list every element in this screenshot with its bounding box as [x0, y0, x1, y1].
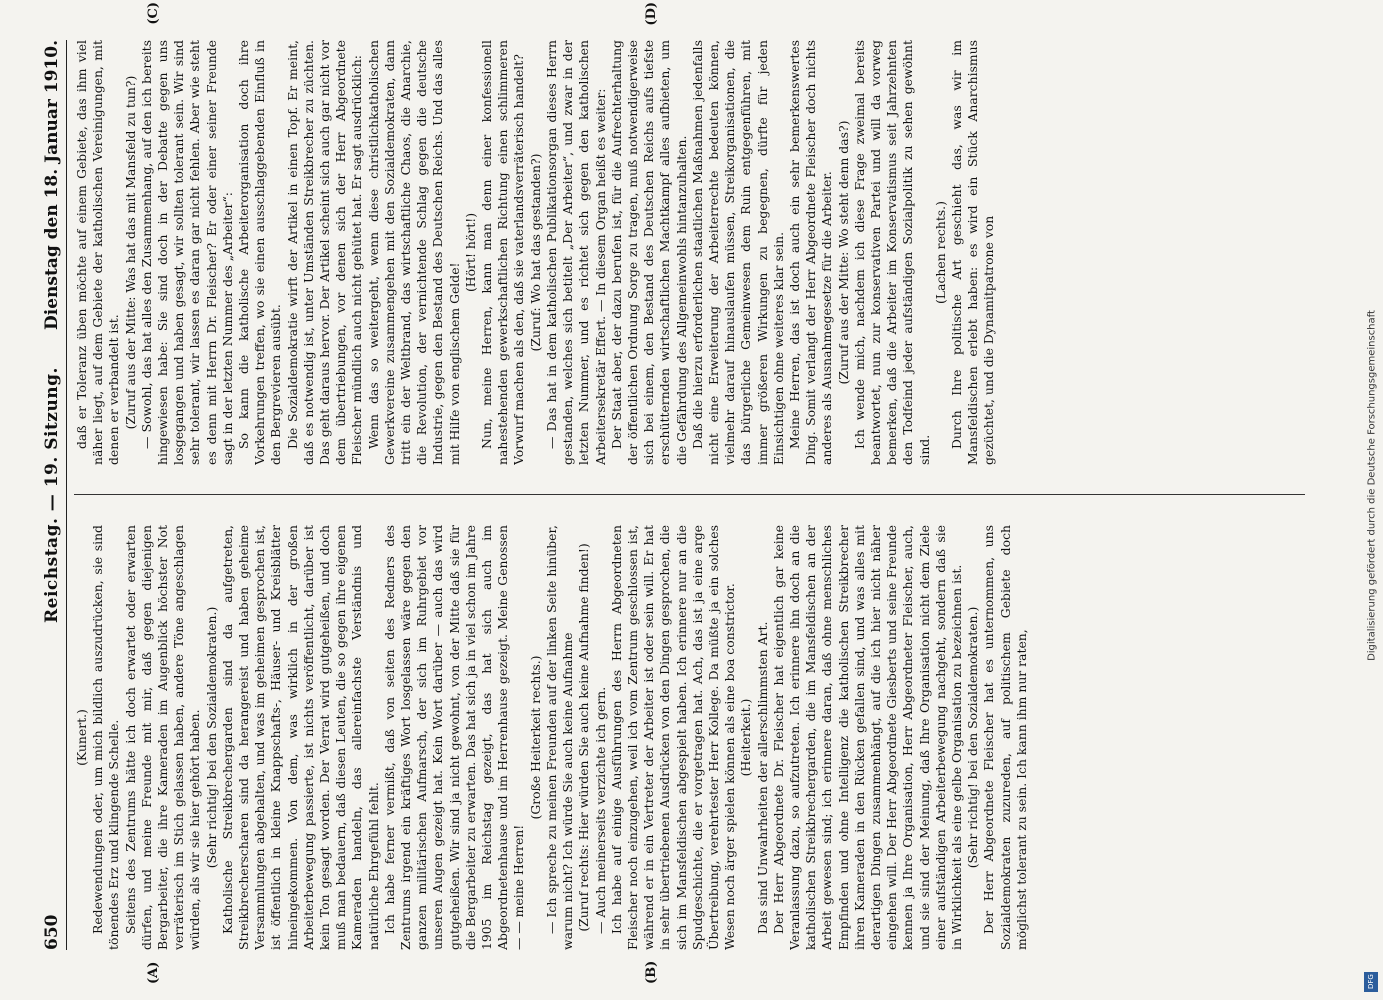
paragraph: — Das hat in dem katholischen Publikationsorgan dieses Herrn gestanden, welches sich betitelt „Der Arbeiter“, und zwar in der letzten Nummer, und es richtet sich gegen den katholischen Arbeitersekretär Effert. — In diesem Organ heißt es weiter: — [543, 40, 608, 465]
session-date: Dienstag den 18. Januar 1910. — [42, 40, 62, 330]
page-number: 650 — [42, 914, 62, 950]
paragraph: Wenn das so weitergeht, wenn diese christlichkatholischen Gewerkvereine zusammengehen mit den Sozialdemokraten, dann tritt ein der Weltbrand, das wirtschaftliche Chaos, die Anarchie, die Revolution, der vernichtende Schlag gegen die deutsche Industrie, gegen den Bestand des Deutschen Reichs. Und das alles mit Hilfe von englischem Gelde! — [365, 40, 462, 465]
paragraph: — Sowohl, das hat alles den Zusammenhang, auf den ich bereits hingewiesen habe: Sie sind doch in der Debatte gegen uns losgegangen und haben gesagt, wir sollten tolerant sein. Wir sind sehr tolerant, wir lassen es daran gar nicht fehlen. Aber wie steht es denn mit Herrn Dr. Fleischer? Er oder einer seiner Freunde sagt in der letzten Nummer des „Arbeiter“: — [138, 40, 235, 465]
paragraph: Die Sozialdemokratie wirft der Artikel in einen Topf. Er meint, daß es notwendig ist, unter Umständen Streikbrecher zu züchten. Das geht daraus hervor. Der Artikel scheint sich auch gar nicht vor dem übertriebungen, vor denen sich der Herr Abgeordnete Fleischer mündlich auch nicht gehütet hat. Er sagt ausdrücklich: — [284, 40, 365, 465]
interjection: (Zuruf aus der Mitte: Wo steht denn das?) — [835, 120, 851, 385]
page-header — [40, 40, 67, 950]
paragraph: Nun, meine Herren, kann man denn einer konfessionell nahestehenden gewerkschaftlichen Richtung einen schlimmeren Vorwurf machen als den, daß sie vaterlandsverräterisch handelt? — [479, 40, 527, 465]
interjection: (Lachen rechts.) — [932, 201, 948, 304]
paragraph: So kann die katholische Arbeiterorganisation doch ihre Vorkehrungen treffen, wo sie einen ausschlaggebenden Einfluß in den Bergrevieren ausübt. — [236, 40, 284, 465]
paragraph: Durch Ihre politische Art geschieht das, was wir im Mansfeldischen erlebt haben: es wird ein Stück Anarchismus gezüchtet, und die Dynamitpatrone von — [948, 40, 997, 465]
right-column — [74, 40, 1305, 465]
paragraph: Der Herr Abgeordnete Fleischer hat es unternommen, uns Sozialdemokraten zuzureden, auf politischem Gebiete doch möglichst tolerant zu sein. Ich kann ihm nur raten, — [981, 525, 1029, 950]
text-columns — [74, 2, 1305, 984]
paragraph: Der Herr Abgeordnete Dr. Fleischer hat eigentlich gar keine Veranlassung dazu, so aufzutreten. Ich erinnere ihn doch an die katholischen Streikbrechergarden, die im Mansfeldischen an der Arbeit gewesen sind; ich erinnere daran, daß ohne menschliches Empfinden und ohne Intelligenz die katholischen Streikbrecher ihren Kameraden in den Rücken gefallen sind, und was alles mit derartigen Dingen zusammenhängt, auf die ich hier nicht näher eingehen will. Der Herr Abgeordnete Giesberts und seine Freunde kennen ja Ihre Organisation, Herr Abgeordneter Fleischer, auch, und sie sind der Meinung, daß Ihre Organisation nicht dem Ziele einer aufständigen Arbeiterbewegung nachgeht, sondern daß sie in Wirklichkeit als eine gelbe Organisation zu bezeichnen ist. — [770, 525, 964, 950]
interjection: (Heiterkeit.) — [738, 698, 754, 777]
interjection: (Sehr richtig! bei den Sozialdemokraten.) — [965, 606, 981, 869]
margin-mark-a: (A) — [146, 961, 161, 984]
paragraph: — Ich spreche zu meinen Freunden auf der linken Seite hinüber, warum nicht? Ich würde Sie auch keine Aufnahme — [543, 525, 576, 950]
margin-mark-d: (D) — [644, 2, 659, 26]
paragraph: Katholische Streikbrechergarden sind da aufgetreten, Streikbrecherscharen sind da herangereist und haben geheime Versammlungen abgehalten, und was im geheimen gesprochen ist, ist öffentlich in kleine Knappschafts-, Häuser- und Kreisblätter hineingekommen. Von dem, was wirklich in der großen Arbeiterbewegung passierte, ist nichts veröffentlicht, darüber ist kein Ton gesagt worden. Der Verrat wird gutgeheißen, und doch muß man bedauern, daß diesen Leuten, die so gegen ihre eigenen Kameraden handeln, das allereinfachste Verständnis und natürliche Ehrgefühl fehlt. — [219, 525, 381, 950]
paragraph: Ich habe auf einige Ausführungen des Herrn Abgeordneten Fleischer noch einzugehen, weil ich vom Zentrum geschlossen ist, während er in ein Vertreter der Arbeiter ist oder sein will. Er hat in sehr übertriebenen Ausdrücken von den Dingen gesprochen, die sich im Mansfeldischen abgespielt haben. Ich erinnere nur an die Spudgeschichte, die er vorgetragen hat. Ach, das ist ja eine arge Übertreibung, verehrtester Herr Kollege. Da müßte ja ein solches Wesen noch ärger spielen können als eine boa constrictor. — [608, 525, 738, 950]
interjection: (Zuruf rechts: Hier würden Sie auch keine Aufnahme finden!) — [576, 543, 592, 932]
interjection: (Große Heiterkeit rechts.) — [527, 655, 543, 820]
credit-text: Digitalisierung gefördert durch die Deutsche Forschungsgemeinschaft — [1366, 310, 1378, 661]
interjection: (Zuruf aus der Mitte: Was hat das mit Mansfeld zu tun?) — [122, 75, 138, 430]
paragraph: Redewendungen oder, um mich bildlich auszudrücken, sie sind tönendes Erz und klingende Schelle. — [90, 525, 122, 950]
paragraph: Der Staat aber, der dazu berufen ist, für die Aufrechterhaltung der öffentlichen Ordnung Sorge zu tragen, muß notwendigerweise sich bei einem, den Bestand des Deutschen Reichs aufs tiefste erschütternden wirtschaftlichen Machtkampf alles aufbieten, um die Gefährdung des Allgemeinwohls hintanzuhalten. — [608, 40, 689, 465]
interjection: (Hört! hört!) — [462, 212, 478, 293]
paragraph: daß er Toleranz üben möchte auf einem Gebiete, das ihm viel näher liegt, auf dem Gebiete der katholischen Vereinigungen, mit denen er verbandelt ist. — [74, 40, 122, 465]
dfg-logo: DFG — [1364, 972, 1378, 992]
interjection: (Kunert.) — [74, 709, 89, 766]
digitization-credit — [1362, 0, 1378, 1000]
interjection: (Zuruf: Wo hat das gestanden?) — [527, 153, 543, 352]
paragraph: — Auch meinerseits verzichte ich gern. — [592, 686, 608, 934]
margin-mark-b: (B) — [644, 960, 659, 984]
paragraph: Daß die hierzu erforderlichen staatlichen Maßnahmen jedenfalls nicht eine Erweiterung der Arbeiterrechte bedeuten können, vielmehr darauf hinauslaufen müssen, Streikorganisationen, die das bürgerliche Gemeinwesen dem Ruin entgegenführen, mit immer größeren Wirkungen zu begegnen, dürfte für jeden Einsichtigen ohne weiteres klar sein. — [689, 40, 786, 465]
margin-mark-c: (C) — [146, 2, 161, 25]
left-column — [74, 525, 1305, 950]
interjection: (Sehr richtig! bei den Sozialdemokraten.) — [203, 606, 219, 869]
paragraph: Ich habe ferner vermißt, daß von seiten des Redners des Zentrums irgend ein kräftiges Wort losgelassen wäre gegen den ganzen militärischen Aufmarsch, der sich im Ruhrgebiet vor unseren Augen gezeigt hat. Kein Wort darüber — auch das wird gutgeheißen. Wir sind ja nicht gewohnt, von der Mitte daß sie für die Bergarbeiter zu erwarten. Das hat sich ja in viel schon im Jahre 1905 im Reichstag gezeigt, das hat sich auch im Abgeordnetenhause und im Herrenhause gezeigt. Meine Genossen — — meine Herren! — [381, 525, 527, 950]
page-title: Reichstag. — 19. Sitzung. — [42, 367, 62, 623]
paragraph: Seitens des Zentrums hätte ich doch erwartet oder erwarten dürfen, und meine Freunde mit mir, daß gegen diejenigen Bergarbeiter, die ihre Kameraden im Augenblick höchster Not verräterisch im Stich gelassen haben, andere Töne angeschlagen würden, als wir sie hier gehört haben. — [122, 525, 203, 950]
column-divider — [74, 494, 1305, 495]
paragraph: Meine Herren, das ist doch auch ein sehr bemerkenswertes Ding. Somit verlangt der Herr Abgeordnete Fleischer doch nichts anderes als Ausnahmegesetze für die Arbeiter. — [786, 40, 835, 465]
paragraph: Ich wende mich, nachdem ich diese Frage zweimal bereits beantwortet, nun zur konservativen Partei und will da vorweg bemerken, daß die Arbeiter im Konservatismus seit Jahrzehnten den Todfeind jeder aufständigen Sozialpolitik zu sehen gewöhnt sind. — [851, 40, 932, 465]
paragraph: Das sind Unwahrheiten der allerschlimmsten Art. — [754, 621, 770, 934]
